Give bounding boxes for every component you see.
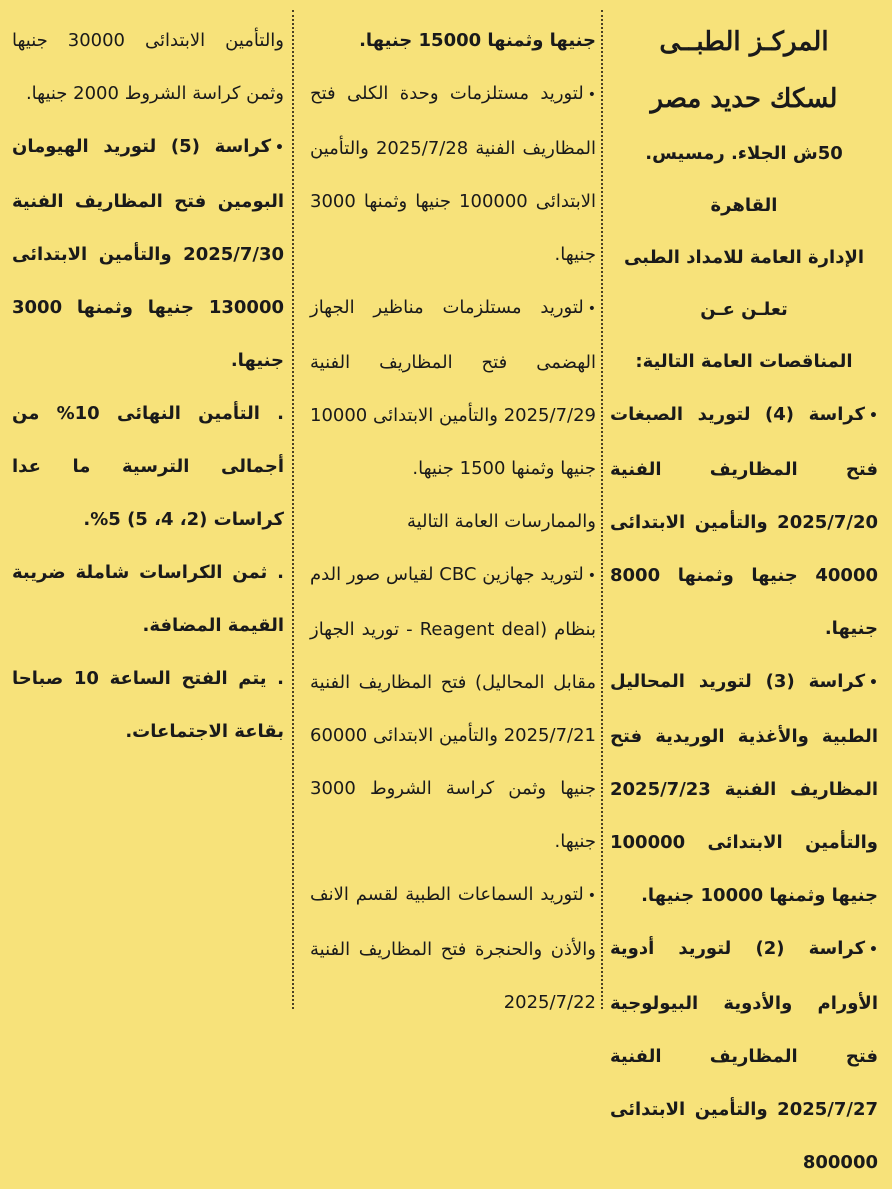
tender-endoscopy: [310, 281, 596, 495]
tender-kidney-text: لتوريد مستلزمات وحدة الكلى فتح المظاريف الفنية 2025/7/28 والتأمين الابتدائى 100000 جنيها وثمنها 3000 جنيها.: [310, 83, 596, 265]
practice-cbc-text: لتوريد جهازين CBC لقياس صور الدم بنظام (Reagent deal - توريد الجهاز مقابل المحاليل) فتح المظاريف الفنية 2025/7/21 والتأمين الابتدائى 60000 جنيها وثمن كراسة الشروط 3000 جنيها.: [310, 564, 596, 852]
tenders-intro: المناقصات العامة التالية:: [635, 351, 853, 372]
column-3: [12, 14, 284, 1009]
tender-item-5: [12, 120, 284, 387]
department: الإدارة العامة للامداد الطبى: [623, 247, 865, 268]
column-1: [610, 14, 878, 1173]
column-divider: [292, 10, 294, 1009]
bullet-icon: •: [275, 140, 284, 156]
bullet-icon: •: [869, 675, 878, 691]
practices-heading: والممارسات العامة التالية: [406, 511, 596, 532]
column-2: [310, 14, 596, 1013]
continuation-text: والتأمين الابتدائى 30000 جنيها وثمن كراسة الشروط 2000 جنيها.: [12, 30, 284, 104]
bullet-icon: •: [587, 87, 596, 103]
tender-item-2: [610, 922, 878, 1189]
tender-kidney: [310, 67, 596, 281]
continuation-text: جنيها وثمنها 15000 جنيها.: [359, 30, 596, 51]
tender-item-4: [610, 388, 878, 655]
bullet-icon: •: [587, 888, 596, 904]
address: 50ش الجلاء. رمسيس. القاهرة: [645, 143, 843, 216]
tender-item-3: [610, 655, 878, 922]
center-subtitle: لسكك حديد مصر: [650, 84, 838, 114]
final-insurance-note: . التأمين النهائى 10% من أجمالى الترسية ما عدا كراسات (2، 4، 5) 5%.: [12, 403, 284, 530]
bullet-icon: •: [869, 408, 878, 424]
opening-note: . يتم الفتح الساعة 10 صباحا بقاعة الاجتماعات.: [12, 668, 285, 742]
bullet-icon: •: [587, 568, 596, 584]
tender-item-2-text: كراسة (2) لتوريد أدوية الأورام والأدوية البيولوجية فتح المظاريف الفنية 2025/7/27 والتأمين الابتدائى 800000: [610, 938, 878, 1173]
practice-cbc: [310, 548, 596, 868]
bullet-icon: •: [869, 942, 878, 958]
practice-hearing-text: لتوريد السماعات الطبية لقسم الانف والأذن والحنجرة فتح المظاريف الفنية 2025/7/22: [310, 884, 596, 1013]
bullet-icon: •: [587, 301, 596, 317]
tender-item-5-text: كراسة (5) لتوريد الهيومان البومين فتح المظاريف الفنية 2025/7/30 والتأمين الابتدائى 130000 جنيها وثمنها 3000 جنيها.: [12, 136, 284, 371]
price-note: . ثمن الكراسات شاملة ضريبة القيمة المضافة.: [12, 562, 284, 636]
tender-item-4-text: كراسة (4) لتوريد الصبغات فتح المظاريف الفنية 2025/7/20 والتأمين الابتدائى 40000 جنيها وثمنها 8000 جنيها.: [610, 404, 878, 639]
tender-endoscopy-text: لتوريد مستلزمات مناظير الجهاز الهضمى فتح المظاريف الفنية 2025/7/29 والتأمين الابتدائى 10000 جنيها وثمنها 1500 جنيها.: [310, 297, 596, 479]
tender-item-3-text: كراسة (3) لتوريد المحاليل الطبية والأغذية الوريدية فتح المظاريف الفنية 2025/7/23 والتأمين الابتدائى 100000 جنيها وثمنها 10000 جنيها.: [610, 671, 878, 906]
column-divider: [601, 10, 603, 1009]
announces: تعلـن عـن: [700, 299, 788, 320]
practice-hearing: [310, 868, 596, 1029]
center-title: المركـز الطبــى: [659, 27, 829, 57]
